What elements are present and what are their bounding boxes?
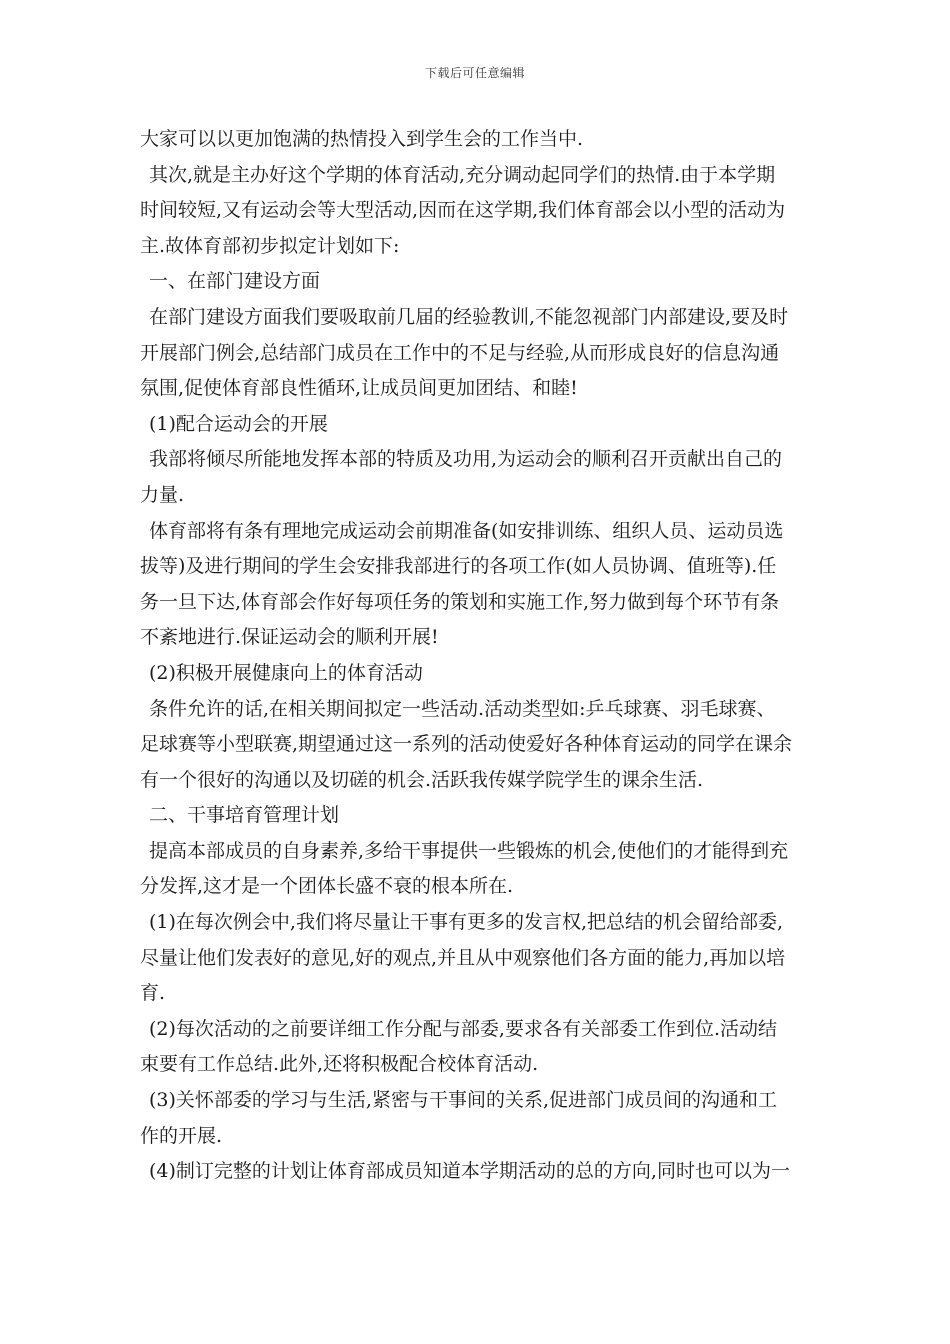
text-line: (1)配合运动会的开展 (149, 412, 328, 435)
text-line: 育. (140, 982, 166, 1005)
text-line: 拔等)及进行期间的学生会安排我部进行的各项工作(如人员协调、值班等).任 (140, 555, 777, 578)
text-line: 体育部将有条有理地完成运动会前期准备(如安排训练、组织人员、运动员选 (149, 519, 784, 542)
text-line: 作的开展. (140, 1124, 223, 1147)
page-header: 下载后可任意编辑 (424, 66, 525, 80)
text-line: 足球赛等小型联赛,期望通过这一系列的活动使爱好各种体育运动的同学在课余 (140, 733, 793, 756)
text-line: 二、干事培育管理计划 (149, 804, 340, 827)
text-line: 一、在部门建设方面 (149, 270, 321, 293)
document-body (140, 122, 812, 1190)
text-line: 主.故体育部初步拟定计划如下: (140, 234, 400, 257)
text-line: 束要有工作总结.此外,还将积极配合校体育活动. (140, 1053, 539, 1076)
text-line: 尽量让他们发表好的意见,好的观点,并且从中观察他们各方面的能力,再加以培 (140, 946, 786, 969)
text-line: 在部门建设方面我们要吸取前几届的经验教训,不能忽视部门内部建设,要及时 (149, 305, 789, 328)
text-line: 其次,就是主办好这个学期的体育活动,充分调动起同学们的热情.由于本学期 (149, 163, 776, 186)
text-line: (3)关怀部委的学习与生活,紧密与干事间的关系,促进部门成员间的沟通和工 (149, 1089, 777, 1112)
text-line: 提高本部成员的自身素养,多给干事提供一些锻炼的机会,使他们的才能得到充 (149, 839, 789, 862)
text-line: 我部将倾尽所能地发挥本部的特质及功用,为运动会的顺利召开贡献出自己的 (149, 448, 783, 471)
text-line: 务一旦下达,体育部会作好每项任务的策划和实施工作,努力做到每个环节有条 (140, 590, 780, 613)
text-line: (4)制订完整的计划让体育部成员知道本学期活动的总的方向,同时也可以为一 (149, 1160, 790, 1183)
text-line: 氛围,促使体育部良性循环,让成员间更加团结、和睦! (140, 377, 578, 400)
text-line: 分发挥,这才是一个团体长盛不衰的根本所在. (140, 875, 514, 898)
text-line: 有一个很好的沟通以及切磋的机会.活跃我传媒学院学生的课余生活. (140, 768, 704, 791)
text-line: (1)在每次例会中,我们将尽量让干事有更多的发言权,把总结的机会留给部委, (149, 911, 784, 934)
text-line: (2)每次活动的之前要详细工作分配与部委,要求各有关部委工作到位.活动结 (149, 1017, 777, 1040)
text-line: 大家可以以更加饱满的热情投入到学生会的工作当中. (140, 128, 584, 150)
text-line: 不紊地进行.保证运动会的顺利开展! (140, 626, 439, 649)
text-line: 条件允许的话,在相关期间拟定一些活动.活动类型如:乒乓球赛、羽毛球赛、 (149, 697, 776, 720)
text-line: 时间较短,又有运动会等大型活动,因而在这学期,我们体育部会以小型的活动为 (140, 199, 786, 222)
text-line: (2)积极开展健康向上的体育活动 (149, 661, 423, 684)
text-line: 力量. (140, 483, 185, 506)
text-line: 开展部门例会,总结部门成员在工作中的不足与经验,从而形成良好的信息沟通 (140, 341, 780, 364)
